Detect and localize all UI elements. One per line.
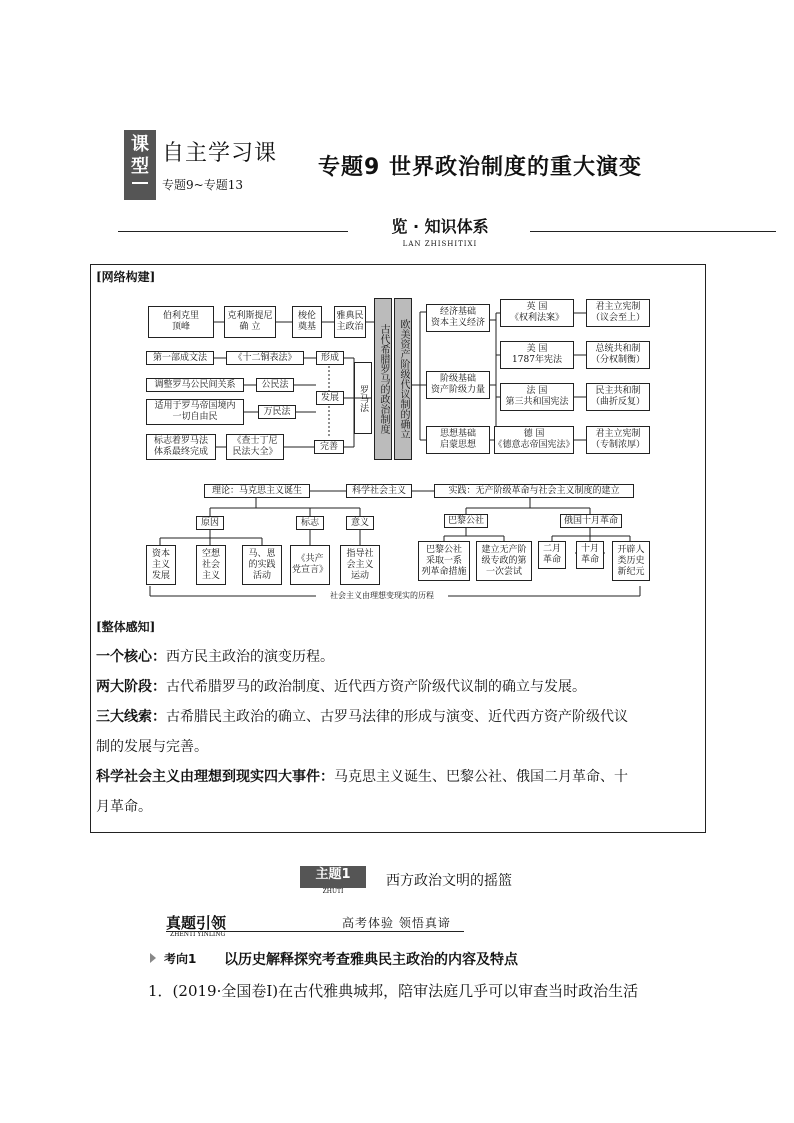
box-cause: 原因 [196,516,224,530]
line-events: 科学社会主义由理想到现实四大事件：马克思主义诞生、巴黎公社、俄国二月革命、十 [96,769,628,785]
box-solon: 梭伦 奠基 [292,306,322,338]
box-us: 美 国 1787年宪法 [500,341,574,369]
topic-title: 专题9 世界政治制度的重大演变 [318,155,642,180]
box-feb: 二月 革命 [538,541,566,569]
box-oct: 十月 革命 [576,541,604,569]
box-de: 德 国 《德意志帝国宪法》 [494,426,574,454]
line-threads: 三大线索：古希腊民主政治的确立、古罗马法律的形成与演变、近代西方资产阶级代议 [96,709,628,725]
column-ancient: 古代希腊罗马的政治制度 [374,298,392,460]
box-formation: 形成 [316,351,344,365]
direction-arrow-icon [150,953,156,963]
lesson-type: 自主学习课 [162,141,278,166]
box-law-of-nations: 万民法 [258,405,296,419]
box-pericles: 伯利克里 顶峰 [148,306,214,338]
box-athens: 雅典民 主政治 [334,306,366,338]
box-de-result: 君主立宪制 （专制浓厚） [586,426,650,454]
box-first-law: 第一部成文法 [146,351,214,365]
box-cleisthenes: 克利斯提尼 确 立 [224,306,276,338]
line-events-cont: 月革命。 [96,799,152,815]
box-econ: 经济基础 资本主义经济 [426,304,490,332]
box-manifesto: 《共产 党宣言》 [290,545,330,585]
box-utopian: 空想 社会 主义 [196,545,226,585]
direction-label: 考向1 [164,952,197,966]
line-threads-cont: 制的发展与完善。 [96,739,208,755]
line-stages: 两大阶段：古代希腊罗马的政治制度、近代西方资产阶级代议制的确立与发展。 [96,679,586,695]
box-uk: 英 国 《权利法案》 [500,299,574,327]
real-q-slogan: 高考体验 领悟真谛 [342,916,451,930]
column-modern: 欧美资产阶级代议制的确立 [394,298,412,460]
theme-badge [300,866,366,888]
overview-banner-sub: LAN ZHISHITIXI [402,240,478,248]
theme-badge-sub: ZHUTI [322,888,344,895]
lesson-badge-char1: 课 [131,134,149,155]
box-cap-dev: 资本 主义 发展 [146,545,176,585]
box-uk-result: 君主立宪制 （议会至上） [586,299,650,327]
box-civil-law: 公民法 [256,378,294,392]
perception-heading: [整体感知] [96,620,156,634]
real-q-heading: 真题引领 [166,914,227,932]
box-practice: 实践：无产阶级革命与社会主义制度的建立 [434,484,634,498]
theme-badge-text: 主题1 [315,867,351,882]
box-mark: 标志着罗马法 体系最终完成 [146,434,216,460]
box-adjust: 调整罗马公民间关系 [146,378,244,392]
box-marx-practice: 马、恩 的实践 活动 [242,545,282,585]
box-theory: 理论：马克思主义诞生 [204,484,310,498]
box-sci-soc: 科学社会主义 [346,484,412,498]
box-paris-measures: 巴黎公社 采取一系 列革命措施 [418,541,470,581]
box-development: 发展 [316,391,344,405]
box-twelve-tables: 《十二铜表法》 [226,351,304,365]
box-justinian: 《查士丁尼 民法大全》 [226,434,284,460]
box-thought: 思想基础 启蒙思想 [426,426,490,454]
network-heading: [网络构建] [96,270,156,284]
real-q-underline [166,931,464,932]
direction-text: 以历史解释探究考查雅典民主政治的内容及特点 [224,952,518,968]
box-meaning: 意义 [346,516,374,530]
box-new-era: 开辟人 类历史 新纪元 [612,541,650,581]
line-core: 一个核心：西方民主政治的演变历程。 [96,649,334,665]
box-fr-result: 民主共和制 （曲折反复） [586,383,650,411]
question-1: 1．(2019·全国卷Ⅰ)在古代雅典城邦，陪审法庭几乎可以审查当时政治生活 [148,982,639,1000]
box-all-free: 适用于罗马帝国境内 一切自由民 [146,399,244,425]
perception-lines [96,642,702,822]
box-guide: 指导社 会主义 运动 [340,545,380,585]
lesson-range: 专题9~专题13 [162,178,243,192]
overview-banner: 览 · 知识体系 [391,217,489,236]
process-label: 社会主义由理想变现实的历程 [330,591,434,600]
box-first-attempt: 建立无产阶 级专政的第 一次尝试 [476,541,532,581]
theme-title: 西方政治文明的摇篮 [386,873,512,889]
lesson-badge-char2: 型 [131,156,149,177]
box-october: 俄国十月革命 [560,514,622,528]
box-sign: 标志 [296,516,324,530]
box-us-result: 总统共和制 （分权制衡） [586,341,650,369]
real-q-heading-sub: ZHENTI YINLING [170,931,226,938]
box-class: 阶级基础 资产阶级力量 [426,371,490,399]
box-perfection: 完善 [314,440,344,454]
box-rome-law: 罗马法 [354,362,372,434]
box-fr: 法 国 第三共和国宪法 [500,383,574,411]
box-paris: 巴黎公社 [444,514,488,528]
